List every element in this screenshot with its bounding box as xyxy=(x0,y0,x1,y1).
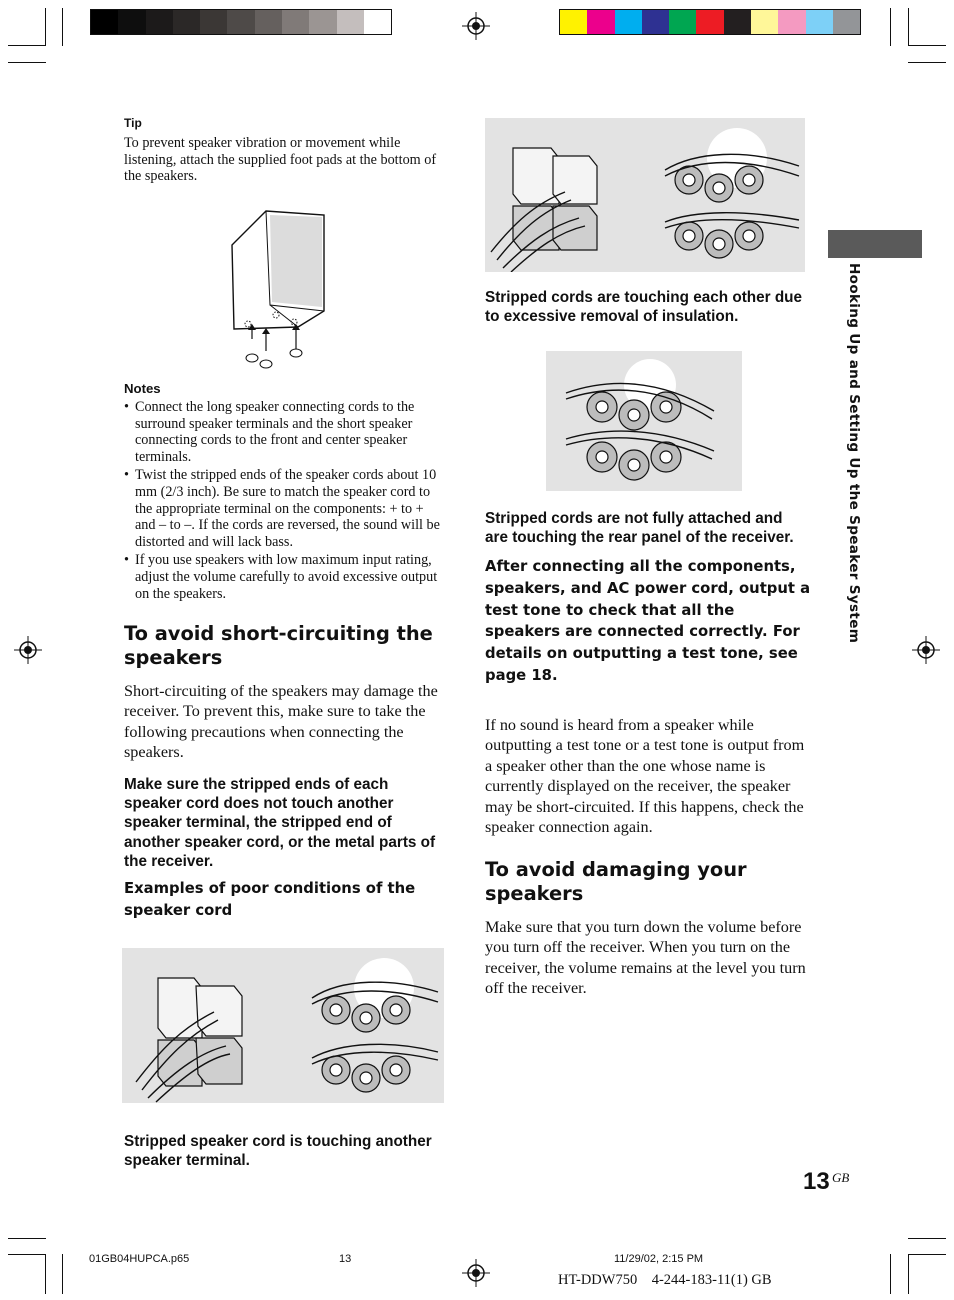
color-swatch xyxy=(642,10,669,34)
tip-heading: Tip xyxy=(124,116,142,130)
section-side-label: Hooking Up and Setting Up the Speaker System xyxy=(846,263,862,644)
figure-cords-touching-each-other xyxy=(485,118,805,272)
color-swatch xyxy=(833,10,860,34)
color-swatch xyxy=(587,10,614,34)
color-swatch xyxy=(200,10,227,34)
color-swatch xyxy=(778,10,805,34)
note-item: • Connect the long speaker connecting cords to the surround speaker terminals and the short speaker connecting cords to the front and center speaker terminals. xyxy=(124,399,446,465)
gray-calibration-bar xyxy=(90,9,392,35)
registration-mark-right-icon xyxy=(912,636,940,664)
short-circuit-heading: To avoid short-circuiting the speakers xyxy=(124,622,433,669)
notes-heading: Notes xyxy=(124,381,161,396)
short-circuit-intro: Short-circuiting of the speakers may damage the receiver. To prevent this, make sure to take the following precautions when connecting the speakers. xyxy=(124,682,438,762)
short-circuit-warning: Make sure the stripped ends of each speaker cord does not touch another speaker terminal, the stripped end of another speaker cord, or the metal parts of the receiver. xyxy=(124,776,436,870)
color-swatch xyxy=(227,10,254,34)
color-swatch xyxy=(669,10,696,34)
caption-2: Stripped cords are touching each other due to excessive removal of insulation. xyxy=(485,289,803,326)
figure-cord-touching-terminal xyxy=(122,948,444,1103)
examples-heading: Examples of poor conditions of the speaker cord xyxy=(124,880,416,919)
registration-mark-top-icon xyxy=(462,12,490,40)
tip-text: To prevent speaker vibration or movement while listening, attach the supplied foot pads at the bottom of the speakers. xyxy=(124,135,437,185)
footer-page: 13 xyxy=(339,1253,352,1265)
footer-timestamp: 11/29/02, 2:15 PM xyxy=(614,1253,704,1265)
no-sound-text: If no sound is heard from a speaker while outputting a test tone or a test tone is output from a speaker other than the one whose name is currently displayed on the receiver, the speaker may be short-circuited. If this happens, check the speaker connection again. xyxy=(485,716,805,837)
color-swatch xyxy=(255,10,282,34)
footer-model-number: HT-DDW750 4-244-183-11(1) GB xyxy=(558,1272,772,1288)
color-swatch xyxy=(173,10,200,34)
section-tab-marker xyxy=(828,230,922,258)
color-swatch xyxy=(337,10,364,34)
damage-heading: To avoid damaging your speakers xyxy=(485,858,747,905)
color-swatch xyxy=(724,10,751,34)
color-swatch xyxy=(696,10,723,34)
color-swatch xyxy=(615,10,642,34)
color-swatch xyxy=(118,10,145,34)
note-item: • If you use speakers with low maximum input rating, adjust the volume carefully to avoid excessive output on the speakers. xyxy=(124,552,446,602)
color-swatch xyxy=(282,10,309,34)
figure-cords-touching-rear-panel xyxy=(546,351,742,491)
notes-list xyxy=(124,399,446,604)
color-swatch xyxy=(146,10,173,34)
damage-text: Make sure that you turn down the volume before you turn off the receiver. When you turn on the receiver, the volume remains at the level you turn off the receiver. xyxy=(485,918,806,998)
color-swatch xyxy=(309,10,336,34)
color-swatch xyxy=(806,10,833,34)
registration-mark-bottom-icon xyxy=(462,1259,490,1287)
color-swatch xyxy=(91,10,118,34)
caption-1: Stripped speaker cord is touching another speaker terminal. xyxy=(124,1133,432,1170)
note-item: • Twist the stripped ends of the speaker cords about 10 mm (2/3 inch). Be sure to match the speaker cord to the appropriate terminal on the components: + to + and – to –. If the cords are reversed, the sound will be distorted and will lack bass. xyxy=(124,467,446,550)
footer-file-name: 01GB04HUPCA.p65 xyxy=(89,1253,190,1265)
test-tone-instruction: After connecting all the components, speakers, and AC power cord, output a test tone to check that all the speakers are connected correctly. For details on outputting a test tone, see page 18. xyxy=(485,558,811,684)
color-swatch xyxy=(560,10,587,34)
page-number: 13 xyxy=(803,1168,830,1195)
color-calibration-bar xyxy=(559,9,861,35)
color-swatch xyxy=(751,10,778,34)
page-number-suffix: GB xyxy=(832,1170,850,1185)
registration-mark-left-icon xyxy=(14,636,42,664)
speaker-foot-pads-illustration xyxy=(226,205,332,373)
caption-3: Stripped cords are not fully attached and are touching the rear panel of the receiver. xyxy=(485,510,794,547)
color-swatch xyxy=(364,10,391,34)
